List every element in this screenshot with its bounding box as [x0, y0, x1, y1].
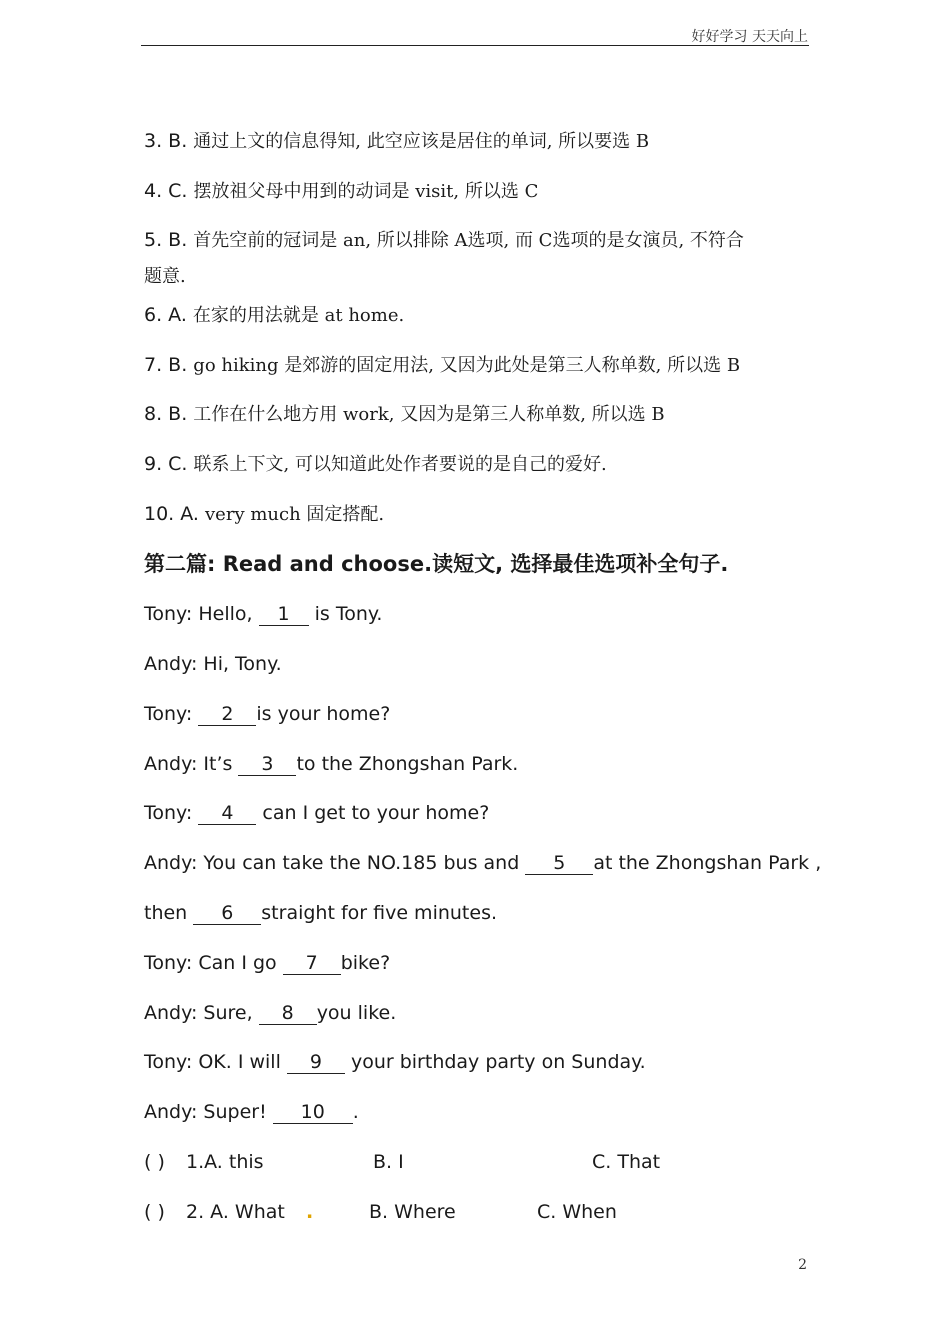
answer-blank[interactable]: 10: [273, 1101, 353, 1124]
dialogue-text: you like.: [316, 1002, 397, 1024]
dialogue-line-7: [144, 900, 497, 926]
dialogue-text: Tony: Can I go: [144, 952, 277, 974]
answer-blank[interactable]: 1: [259, 603, 309, 626]
dialogue-line-3: [144, 701, 390, 727]
answer-number: 8. B.: [144, 403, 188, 425]
dialogue-line-8: [144, 950, 390, 976]
option-c[interactable]: C. When: [537, 1201, 617, 1223]
dialogue-line-9: [144, 1000, 396, 1026]
dialogue-text: Tony: Hello,: [144, 603, 253, 625]
dialogue-text: then: [144, 902, 188, 924]
answer-text: 工作在什么地方用 work, 又因为是第三人称单数, 所以选 B: [193, 404, 665, 425]
question-1: [144, 1149, 804, 1175]
answer-5: [144, 227, 744, 254]
dialogue-text: Andy: It’s: [144, 753, 233, 775]
answer-blank[interactable]: 6: [193, 902, 261, 925]
answer-text: 联系上下文, 可以知道此处作者要说的是自己的爱好.: [193, 454, 607, 475]
dialogue-text: Tony:: [144, 802, 193, 824]
question-2: [144, 1199, 804, 1225]
answer-number: 6. A.: [144, 304, 187, 326]
answer-number: 5. B.: [144, 229, 188, 251]
dialogue-text: to the Zhongshan Park.: [296, 753, 519, 775]
dialogue-text: Andy: Hi, Tony.: [144, 653, 282, 675]
decorative-dot-icon: .: [306, 1201, 314, 1223]
option-c[interactable]: C. That: [592, 1151, 661, 1173]
answer-blank[interactable]: 9: [287, 1051, 345, 1074]
answer-9: [144, 451, 607, 478]
header-rule: [141, 45, 809, 46]
answer-blank[interactable]: 3: [238, 753, 296, 776]
answer-8: [144, 401, 665, 428]
answer-6: [144, 302, 404, 329]
answer-4: [144, 178, 538, 205]
answer-blank[interactable]: 8: [259, 1002, 317, 1025]
answer-3: [144, 128, 649, 155]
dialogue-text: is Tony.: [314, 603, 383, 625]
dialogue-text: your birthday party on Sunday.: [350, 1051, 646, 1073]
section-heading: 第二篇: Read and choose.读短文, 选择最佳选项补全句子.: [144, 552, 729, 576]
dialogue-text: Tony:: [144, 703, 193, 725]
answer-text: very much 固定搭配.: [205, 504, 385, 525]
dialogue-text: .: [352, 1101, 359, 1123]
answer-7: [144, 352, 740, 379]
answer-paren[interactable]: ( ): [144, 1201, 165, 1223]
dialogue-text: Andy: Super!: [144, 1101, 267, 1123]
answer-number: 3. B.: [144, 130, 188, 152]
option-a[interactable]: 1.A. this: [186, 1151, 264, 1173]
dialogue-text: can I get to your home?: [262, 802, 490, 824]
answer-paren[interactable]: ( ): [144, 1151, 165, 1173]
answer-number: 9. C.: [144, 453, 188, 475]
answer-blank[interactable]: 7: [283, 952, 341, 975]
answer-number: 10. A.: [144, 503, 199, 525]
dialogue-line-6: [144, 850, 821, 876]
answer-text: go hiking 是郊游的固定用法, 又因为此处是第三人称单数, 所以选 B: [193, 355, 741, 376]
dialogue-text: bike?: [340, 952, 391, 974]
answer-number: 7. B.: [144, 354, 188, 376]
dialogue-text: at the Zhongshan Park ,: [593, 852, 822, 874]
dialogue-text: is your home?: [256, 703, 391, 725]
dialogue-line-11: [144, 1099, 359, 1125]
option-b[interactable]: B. I: [373, 1151, 404, 1173]
answer-text: 在家的用法就是 at home.: [192, 305, 405, 326]
dialogue-line-4: [144, 751, 518, 777]
answer-blank[interactable]: 5: [525, 852, 593, 875]
answer-10: [144, 501, 384, 528]
answer-text: 摆放祖父母中用到的动词是 visit, 所以选 C: [193, 181, 539, 202]
answer-text: 首先空前的冠词是 an, 所以排除 A选项, 而 C选项的是女演员, 不符合: [193, 230, 744, 251]
dialogue-line-1: [144, 601, 382, 627]
dialogue-line-2: [144, 651, 282, 677]
answer-blank[interactable]: 2: [198, 703, 256, 726]
dialogue-line-5: [144, 800, 489, 826]
dialogue-text: Andy: You can take the NO.185 bus and: [144, 852, 520, 874]
answer-number: 4. C.: [144, 180, 188, 202]
dialogue-line-10: [144, 1049, 646, 1075]
option-a[interactable]: 2. A. What: [186, 1201, 285, 1223]
page-header-motto: 好好学习 天天向上: [691, 29, 808, 45]
answer-5-continuation: 题意.: [144, 266, 186, 287]
page-number: 2: [798, 1257, 807, 1273]
option-b[interactable]: B. Where: [369, 1201, 456, 1223]
dialogue-text: Tony: OK. I will: [144, 1051, 281, 1073]
dialogue-text: straight for five minutes.: [261, 902, 498, 924]
answer-blank[interactable]: 4: [198, 802, 256, 825]
dialogue-text: Andy: Sure,: [144, 1002, 253, 1024]
answer-text: 通过上文的信息得知, 此空应该是居住的单词, 所以要选 B: [193, 131, 650, 152]
